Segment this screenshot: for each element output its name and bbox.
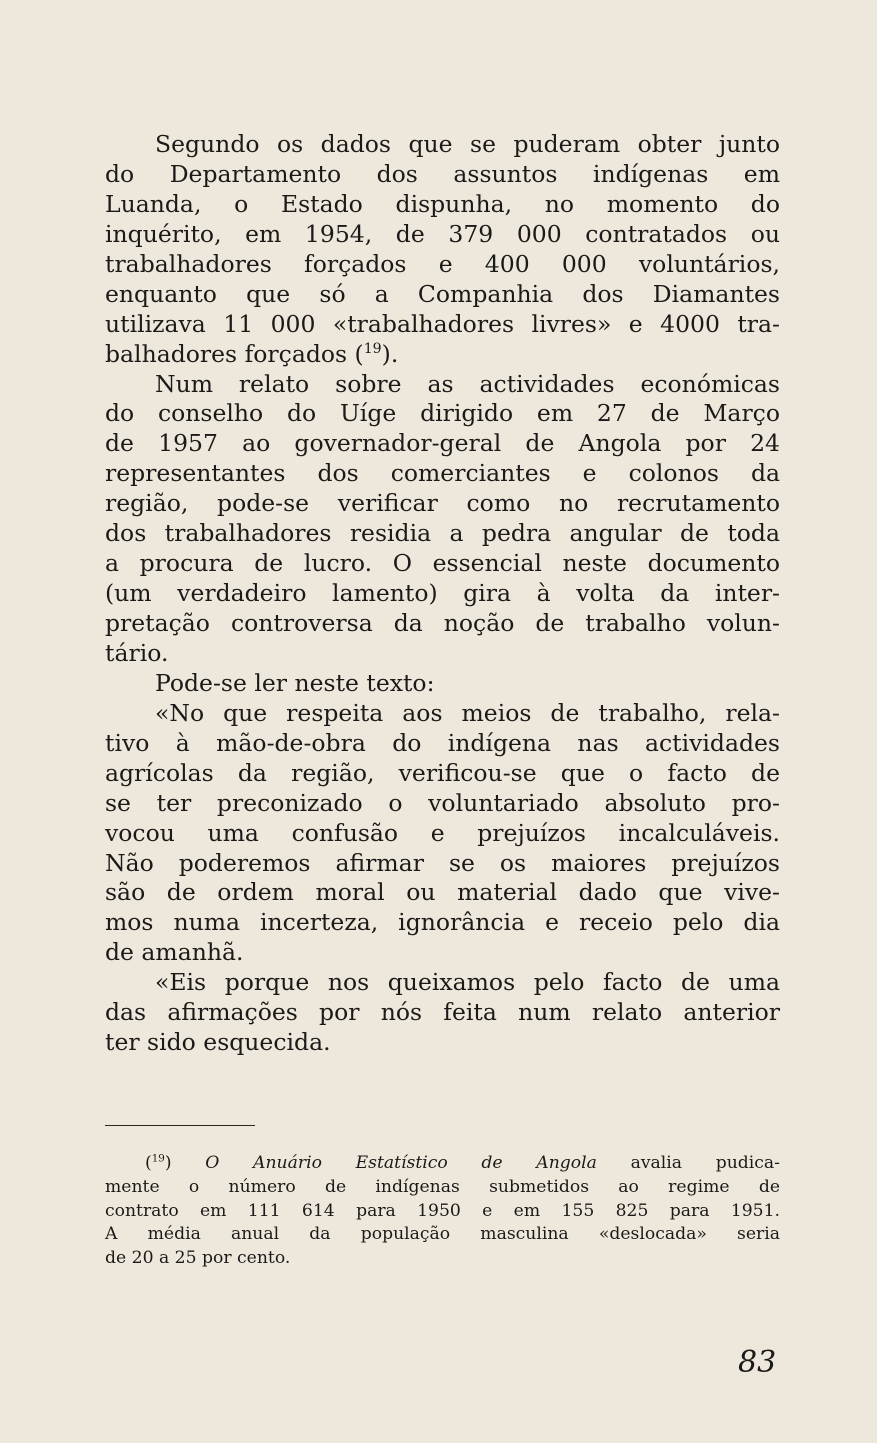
text-line: tário. (105, 638, 169, 667)
text-line: dos trabalhadores residia a pedra angular de toda (105, 519, 780, 548)
footnote-divider (105, 1125, 255, 1126)
text-line: trabalhadores forçados e 400 000 voluntários, (105, 249, 780, 278)
footnote-line: de 20 a 25 por cento. (105, 1248, 291, 1269)
text-line: inquérito, em 1954, de 379 000 contratados ou (105, 219, 780, 248)
text-line: vocou uma confusão e prejuízos incalculáveis. (105, 818, 780, 847)
text-line: ter sido esquecida. (105, 1028, 331, 1057)
footnote-line: contrato em 111 614 para 1950 e em 155 825 para 1951. (105, 1200, 780, 1221)
text-line: Num relato sobre as actividades económicas (155, 369, 780, 398)
footnote-line: A média anual da população masculina «deslocada» seria (105, 1224, 780, 1245)
text-line: são de ordem moral ou material dado que vive- (105, 878, 780, 907)
text-line: mos numa incerteza, ignorância e receio pelo dia (105, 908, 780, 937)
text-line: tivo à mão-de-obra do indígena nas actividades (105, 728, 780, 757)
text-line: (um verdadeiro lamento) gira à volta da inter- (105, 579, 780, 608)
footnote-line: mente o número de indígenas submetidos ao regime de (105, 1176, 780, 1197)
text-line: Pode-se ler neste texto: (155, 668, 435, 697)
text-line: a procura de lucro. O essencial neste documento (105, 549, 780, 578)
text-line: «Eis porque nos queixamos pelo facto de uma (155, 968, 780, 997)
text-line: balhadores forçados ($^{19}$). (105, 339, 399, 368)
text-line: agrícolas da região, verificou-se que o facto de (105, 758, 780, 787)
text-line: do Departamento dos assuntos indígenas em (105, 159, 780, 188)
footnote (105, 1152, 780, 1271)
text-line: Luanda, o Estado dispunha, no momento do (105, 189, 780, 218)
text-line: do conselho do Uíge dirigido em 27 de Março (105, 399, 780, 428)
text-line: pretação controversa da noção de trabalho volun- (105, 609, 780, 637)
text-line: se ter preconizado o voluntariado absoluto pro- (105, 788, 780, 817)
footnote-title: O Anuário Estatístico de Angola (205, 1153, 597, 1173)
body-text (105, 130, 780, 1058)
text-line: representantes dos comerciantes e colonos da (105, 459, 780, 488)
text-line: de 1957 ao governador-geral de Angola por 24 (105, 429, 780, 458)
text-line: «No que respeita aos meios de trabalho, rela- (155, 698, 780, 727)
text-line: utilizava 11 000 «trabalhadores livres» e 4000 tra- (105, 309, 780, 338)
text-line: de amanhã. (105, 938, 244, 967)
text-line: região, pode-se verificar como no recrutamento (105, 489, 780, 518)
text-line: das afirmações por nós feita num relato anterior (105, 998, 780, 1027)
footnote-marker: ($^{19}$) (145, 1152, 172, 1173)
text-line: Não poderemos afirmar se os maiores prejuízos (105, 848, 780, 877)
page-number: 83 (738, 1345, 777, 1380)
footnote-line (105, 1152, 780, 1176)
text-line: enquanto que só a Companhia dos Diamantes (105, 279, 780, 308)
footnote-text: avalia pudica- (630, 1153, 780, 1173)
text-line: Segundo os dados que se puderam obter junto (155, 130, 780, 158)
